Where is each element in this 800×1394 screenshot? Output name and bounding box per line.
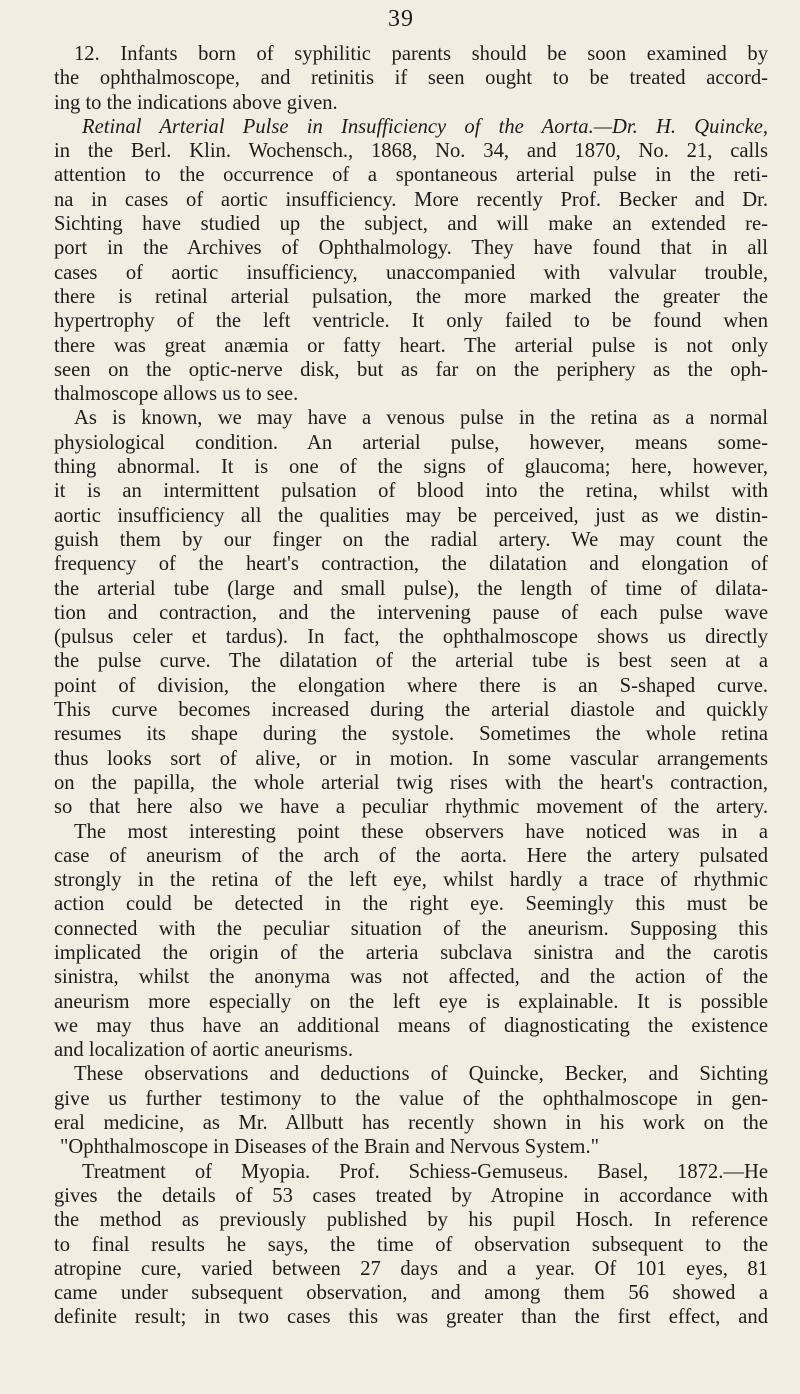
text-line: The most interesting point these observers have noticed was in a bbox=[74, 820, 768, 843]
text-line: 12. Infants born of syphilitic parents should be soon examined by bbox=[74, 43, 768, 65]
text-line: we may thus have an additional means of diagnosticating the existence bbox=[54, 1014, 768, 1037]
text-line: point of division, the elongation where there is an S-shaped curve. bbox=[54, 674, 768, 697]
text-line: aortic insufficiency all the qualities may be perceived, just as we distin- bbox=[54, 504, 768, 527]
text-line: resumes its shape during the systole. Sometimes the whole retina bbox=[54, 723, 768, 746]
text-line: physiological condition. An arterial pulse, however, means some- bbox=[54, 431, 768, 454]
text-line: action could be detected in the right eye. Seemingly this must be bbox=[54, 893, 768, 916]
text-line: aneurism more especially on the left eye is explainable. It is possible bbox=[54, 990, 768, 1013]
text-line: These observations and deductions of Quincke, Becker, and Sichting bbox=[74, 1063, 768, 1086]
section-heading-line: Treatment of Myopia. Prof. Schiess-Gemuseus. Basel, 1872.—He bbox=[82, 1160, 768, 1183]
text-line: the pulse curve. The dilatation of the arterial tube is best seen at a bbox=[54, 650, 768, 673]
text-body bbox=[54, 42, 768, 1330]
text-line: the arterial tube (large and small pulse), the length of time of dilata- bbox=[54, 577, 768, 600]
text-line: This curve becomes increased during the arterial diastole and quickly bbox=[54, 699, 768, 722]
text-line: "Ophthalmoscope in Diseases of the Brain and Nervous System." bbox=[60, 1136, 599, 1159]
text-line: frequency of the heart's contraction, the dilatation and elongation of bbox=[54, 553, 768, 576]
text-line: thalmoscope allows us to see. bbox=[54, 383, 299, 406]
section-heading-line: Retinal Arterial Pulse in Insufficiency of the Aorta.—Dr. H. Quincke, bbox=[82, 115, 768, 138]
text-line: so that here also we have a peculiar rhythmic movement of the artery. bbox=[54, 796, 768, 819]
text-line: (pulsus celer et tardus). In fact, the ophthalmoscope shows us directly bbox=[54, 626, 768, 649]
text-line: atropine cure, varied between 27 days and a year. Of 101 eyes, 81 bbox=[54, 1257, 768, 1280]
text-line: thing abnormal. It is one of the signs of glaucoma; here, however, bbox=[54, 456, 768, 479]
text-line: seen on the optic-nerve disk, but as far on the periphery as the oph- bbox=[54, 358, 768, 381]
text-line: Sichting have studied up the subject, and will make an extended re- bbox=[54, 213, 768, 236]
page-number: 39 bbox=[388, 6, 414, 32]
text-line: gives the details of 53 cases treated by Atropine in accordance with bbox=[54, 1184, 768, 1207]
text-line: na in cases of aortic insufficiency. More recently Prof. Becker and Dr. bbox=[54, 188, 768, 211]
text-line: ing to the indications above given. bbox=[54, 91, 338, 114]
text-line: connected with the peculiar situation of the aneurism. Supposing this bbox=[54, 917, 768, 940]
text-line: cases of aortic insufficiency, unaccompanied with valvular trouble, bbox=[54, 261, 768, 284]
text-line: there was great anæmia or fatty heart. The arterial pulse is not only bbox=[54, 334, 768, 357]
text-line: give us further testimony to the value of the ophthalmoscope in gen- bbox=[54, 1087, 768, 1110]
text-line: guish them by our finger on the radial artery. We may count the bbox=[54, 528, 768, 551]
text-line: implicated the origin of the arteria subclava sinistra and the carotis bbox=[54, 941, 768, 964]
text-line: the method as previously published by his pupil Hosch. In reference bbox=[54, 1209, 768, 1232]
text-line: port in the Archives of Ophthalmology. They have found that in all bbox=[54, 237, 768, 260]
text-line: As is known, we may have a venous pulse in the retina as a normal bbox=[74, 407, 768, 430]
text-line: on the papilla, the whole arterial twig rises with the heart's contraction, bbox=[54, 771, 768, 794]
text-line: and localization of aortic aneurisms. bbox=[54, 1039, 354, 1062]
text-line: there is retinal arterial pulsation, the more marked the greater the bbox=[54, 285, 768, 308]
text-line: strongly in the retina of the left eye, whilst hardly a trace of rhythmic bbox=[54, 869, 768, 892]
text-line: eral medicine, as Mr. Allbutt has recently shown in his work on the bbox=[54, 1112, 768, 1135]
text-line: in the Berl. Klin. Wochensch., 1868, No. 34, and 1870, No. 21, calls bbox=[54, 140, 768, 163]
text-line: definite result; in two cases this was greater than the first effect, and bbox=[54, 1306, 768, 1329]
text-line: hypertrophy of the left ventricle. It only failed to be found when bbox=[54, 310, 768, 333]
text-line: to final results he says, the time of observation subsequent to the bbox=[54, 1233, 768, 1256]
text-line: case of aneurism of the arch of the aorta. Here the artery pulsated bbox=[54, 844, 768, 867]
text-line: thus looks sort of alive, or in motion. In some vascular arrangements bbox=[54, 747, 768, 770]
text-line: came under subsequent observation, and among them 56 showed a bbox=[54, 1282, 768, 1305]
text-line: tion and contraction, and the intervening pause of each pulse wave bbox=[54, 601, 768, 624]
text-line: the ophthalmoscope, and retinitis if seen ought to be treated accord- bbox=[54, 67, 768, 90]
text-line: sinistra, whilst the anonyma was not affected, and the action of the bbox=[54, 966, 768, 989]
text-line: it is an intermittent pulsation of blood into the retina, whilst with bbox=[54, 480, 768, 503]
text-line: attention to the occurrence of a spontaneous arterial pulse in the reti- bbox=[54, 164, 768, 187]
